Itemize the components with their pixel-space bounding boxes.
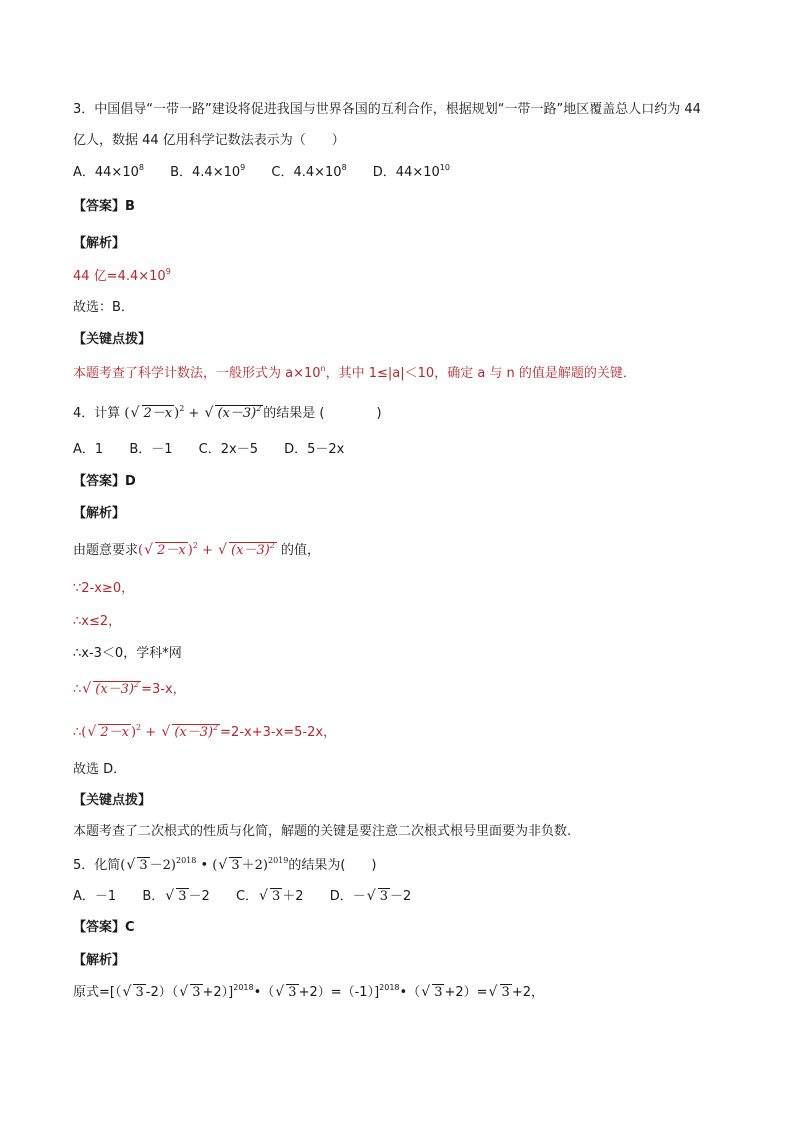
q3-stem-line1: 3．中国倡导“一带一路”建设将促进我国与世界各国的互利合作，根据规划“一带一路”地区覆盖总人口约为 44 bbox=[73, 102, 701, 117]
q4-option-b: B．－1 bbox=[129, 442, 173, 457]
q3-answer: 【答案】B bbox=[73, 199, 135, 214]
q4-analysis-step3: ∴x≤2， bbox=[73, 614, 122, 629]
q3-tip-heading: 【关键点拨】 bbox=[73, 332, 152, 347]
q3-option-a: A．$44\times 10^8$ bbox=[73, 163, 144, 180]
q3-option-d: D．$44\times 10^{10}$ bbox=[372, 163, 450, 180]
q5-analysis-heading: 【解析】 bbox=[73, 953, 126, 968]
q5-option-c: C．√ 3 ＋2 bbox=[236, 887, 304, 907]
q3-option-b: B．$4.4\times 10^9$ bbox=[170, 163, 246, 180]
q3-analysis-line1: 44 亿$=4.4\times 10^9$ bbox=[73, 267, 171, 284]
q4-analysis-heading: 【解析】 bbox=[73, 506, 126, 521]
q5-option-d: D．－√ 3 －2 bbox=[330, 887, 412, 907]
q4-stem: 4．计算 (√ 2－x )$^2$ + √ $(x-3)^2$ 的结果是 ( ) bbox=[73, 404, 382, 424]
q3-analysis-line2: 故选：B． bbox=[73, 300, 134, 315]
q4-options bbox=[73, 440, 344, 460]
q4-option-a: A．1 bbox=[73, 442, 104, 457]
q3-options bbox=[73, 163, 450, 183]
q3-tip-text: 本题考查了科学计数法，一般形式为 $a\times 10^n$，其中 1≤|a|＜10，确定 a 与 n 的值是解题的关键． bbox=[73, 364, 636, 381]
q3-analysis-heading: 【解析】 bbox=[73, 236, 126, 251]
q4-analysis-step5: ∴√ $(x-3)^2 =3-x$， bbox=[73, 680, 186, 700]
q5-options bbox=[73, 887, 411, 907]
q4-analysis-step6: ∴(√ 2－x )$^2$ + √ $(x-3)^2 =2-x+3-x=5-2x$， bbox=[73, 723, 336, 743]
q4-tip-heading: 【关键点拨】 bbox=[73, 793, 152, 808]
q3-stem-line2: 亿人，数据 44 亿用科学记数法表示为（ ） bbox=[73, 133, 345, 148]
q5-stem: 5．化简(√ 3 －2)$^{2018}$ • (√ 3 ＋2)$^{2019}$的结果为( ) bbox=[73, 856, 377, 876]
q5-analysis-step1: 原式=[（√ 3 -2）（√ 3 +2）]$^{2018}$•（√ 3 +2）=（-1）]$^{2018}$•（√ 3 +2）=√ 3 +2， bbox=[73, 983, 544, 1003]
q4-answer: 【答案】D bbox=[73, 474, 136, 489]
q4-option-d: D．5－2x bbox=[284, 442, 345, 457]
q4-analysis-step2: ∵2-x≥0， bbox=[73, 581, 135, 596]
q4-tip-text: 本题考查了二次根式的性质与化简，解题的关键是要注意二次根式根号里面要为非负数. bbox=[73, 824, 572, 839]
q4-analysis-step4: ∴x-3＜0，学科*网 bbox=[73, 646, 182, 661]
q5-option-b: B．√ 3 －2 bbox=[142, 887, 209, 907]
q5-answer: 【答案】C bbox=[73, 920, 135, 935]
q5-option-a: A．－1 bbox=[73, 889, 117, 904]
q5-expression: (√ 3 －2)$^{2018}$ • (√ 3 ＋2)$^{2019}$ bbox=[120, 858, 288, 873]
q4-option-c: C．2x－5 bbox=[198, 442, 258, 457]
q4-expression: (√ 2－x )$^2$ + √ $(x-3)^2$ bbox=[124, 406, 263, 421]
q4-analysis-step7: 故选 D． bbox=[73, 762, 127, 777]
q4-analysis-step1: 由题意要求(√ 2－x )$^2$ + √ $(x-3)^2$ 的值， bbox=[73, 541, 320, 561]
q3-option-c: C．$4.4\times 10^8$ bbox=[271, 163, 347, 180]
